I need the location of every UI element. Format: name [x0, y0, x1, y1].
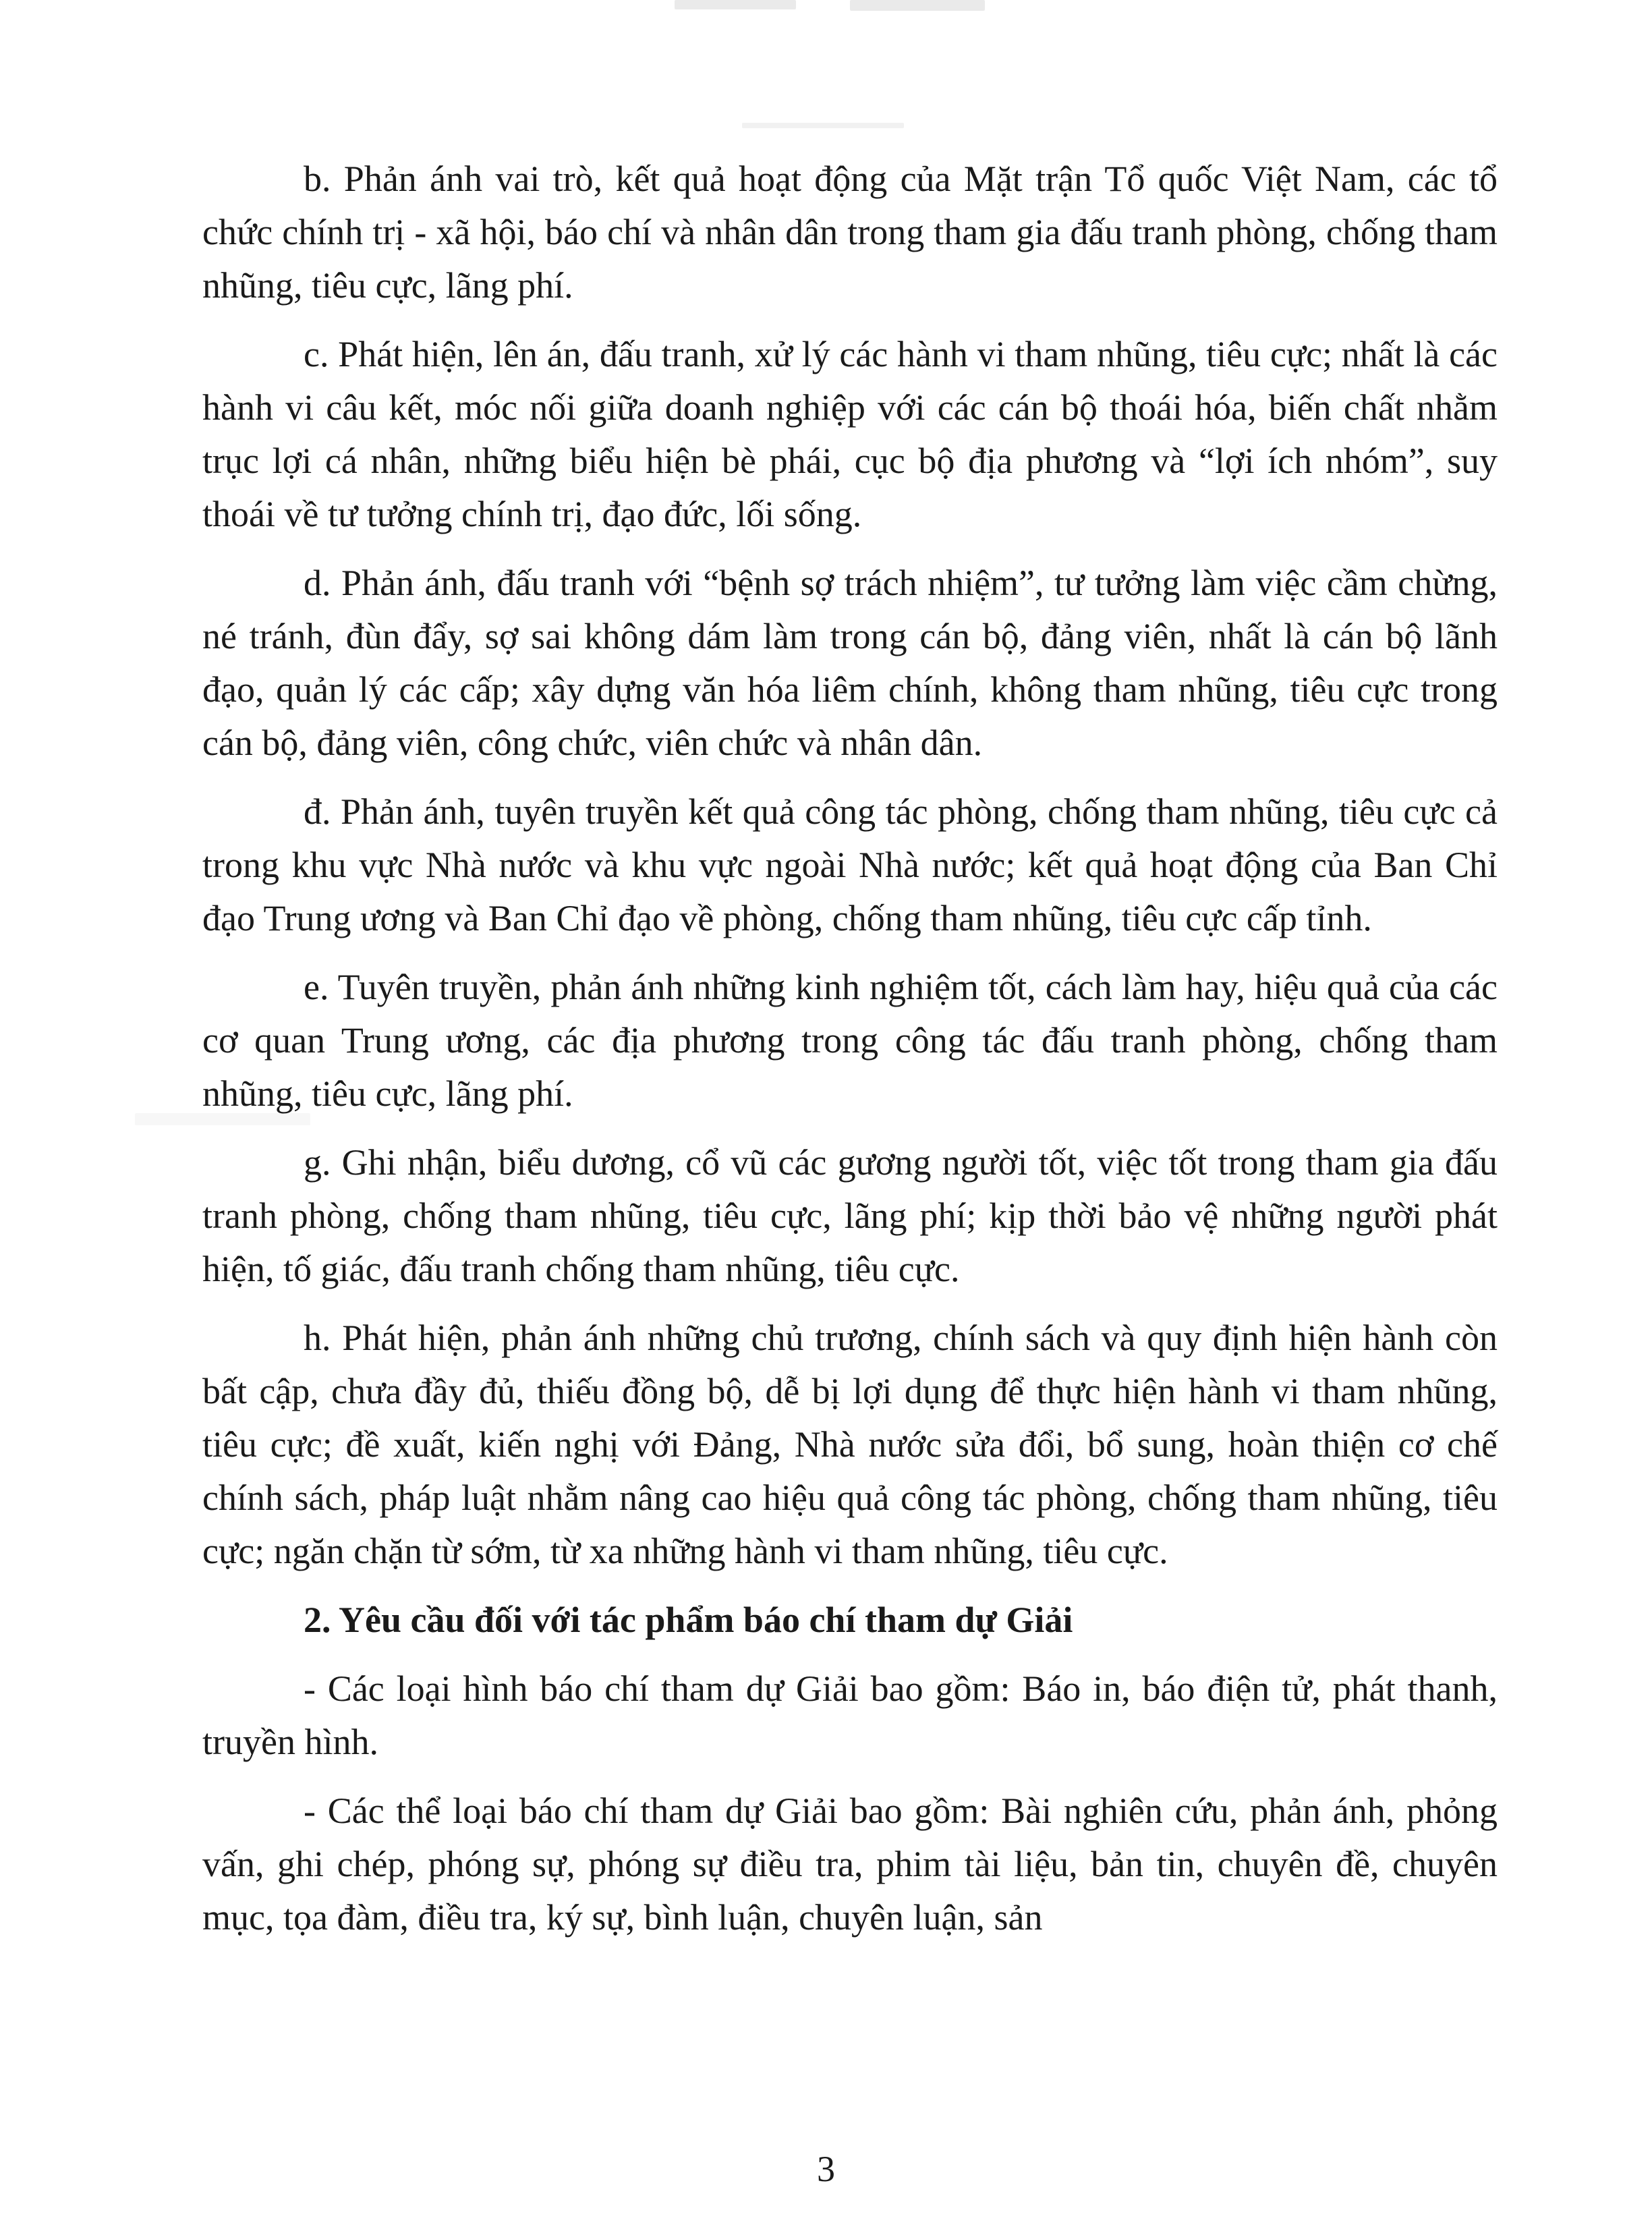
paragraph-dd: đ. Phản ánh, tuyên truyền kết quả công tác phòng, chống tham nhũng, tiêu cực cả trong khu vực Nhà nước và khu vực ngoài Nhà nước; kết quả hoạt động của Ban Chỉ đạo Trung ương và Ban Chỉ đạo về phòng, chống tham nhũng, tiêu cực cấp tỉnh.: [202, 791, 1498, 938]
paragraph-d: d. Phản ánh, đấu tranh với “bệnh sợ trách nhiệm”, tư tưởng làm việc cầm chừng, né tránh, đùn đẩy, sợ sai không dám làm trong cán bộ, đảng viên, nhất là cán bộ lãnh đạo, quản lý các cấp; xây dựng văn hóa liêm chính, không tham nhũng, tiêu cực trong cán bộ, đảng viên, công chức, viên chức và nhân dân.: [202, 563, 1498, 763]
paragraph-h: h. Phát hiện, phản ánh những chủ trương, chính sách và quy định hiện hành còn bất cập, chưa đầy đủ, thiếu đồng bộ, dễ bị lợi dụng để thực hiện hành vi tham nhũng, tiêu cực; đề xuất, kiến nghị với Đảng, Nhà nước sửa đổi, bổ sung, hoàn thiện cơ chế chính sách, pháp luật nhằm nâng cao hiệu quả công tác phòng, chống tham nhũng, tiêu cực; ngăn chặn từ sớm, từ xa những hành vi tham nhũng, tiêu cực.: [202, 1318, 1498, 1571]
paragraph-b: b. Phản ánh vai trò, kết quả hoạt động của Mặt trận Tổ quốc Việt Nam, các tổ chức chính trị - xã hội, báo chí và nhân dân trong tham gia đấu tranh phòng, chống tham nhũng, tiêu cực, lãng phí.: [202, 159, 1498, 306]
paragraph-g: g. Ghi nhận, biểu dương, cổ vũ các gương người tốt, việc tốt trong tham gia đấu tranh phòng, chống tham nhũng, tiêu cực, lãng phí; kịp thời bảo vệ những người phát hiện, tố giác, đấu tranh chống tham nhũng, tiêu cực.: [202, 1142, 1498, 1289]
requirement-item: - Các thể loại báo chí tham dự Giải bao gồm: Bài nghiên cứu, phản ánh, phỏng vấn, ghi chép, phóng sự, phóng sự điều tra, phim tài liệu, bản tin, chuyên đề, chuyên mục, tọa đàm, điều tra, ký sự, bình luận, chuyên luận, sản: [202, 1791, 1498, 1938]
scan-artifact: [742, 123, 904, 128]
scan-artifact: [850, 0, 985, 11]
paragraph-e: e. Tuyên truyền, phản ánh những kinh nghiệm tốt, cách làm hay, hiệu quả của các cơ quan Trung ương, các địa phương trong công tác đấu tranh phòng, chống tham nhũng, tiêu cực, lãng phí.: [202, 967, 1498, 1114]
document-page: [202, 152, 1498, 1944]
scan-artifact: [675, 0, 796, 9]
section-heading: 2. Yêu cầu đối với tác phẩm báo chí tham dự Giải: [304, 1600, 1073, 1640]
page-number: 3: [817, 2149, 835, 2189]
requirement-item: - Các loại hình báo chí tham dự Giải bao gồm: Báo in, báo điện tử, phát thanh, truyền hình.: [202, 1668, 1498, 1762]
paragraph-c: c. Phát hiện, lên án, đấu tranh, xử lý các hành vi tham nhũng, tiêu cực; nhất là các hành vi câu kết, móc nối giữa doanh nghiệp với các cán bộ thoái hóa, biến chất nhằm trục lợi cá nhân, những biểu hiện bè phái, cục bộ địa phương và “lợi ích nhóm”, suy thoái về tư tưởng chính trị, đạo đức, lối sống.: [202, 334, 1498, 534]
